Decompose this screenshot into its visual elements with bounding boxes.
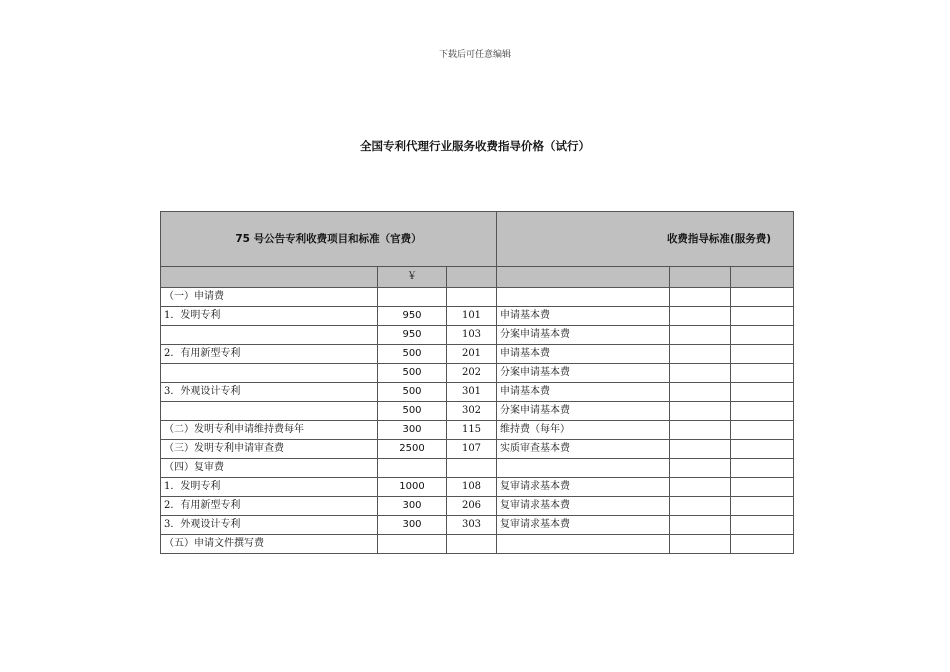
service-fee-cell	[670, 440, 731, 459]
fee-code-cell: 303	[447, 516, 497, 535]
service-fee-cell	[670, 459, 731, 478]
fee-description-cell: 分案申请基本费	[497, 326, 670, 345]
fee-code-cell: 202	[447, 364, 497, 383]
table-row	[161, 459, 794, 478]
service-fee-cell	[670, 402, 731, 421]
table-row	[161, 364, 794, 383]
fee-description-cell	[497, 288, 670, 307]
service-fee-cell	[731, 364, 794, 383]
fee-amount-cell: 500	[378, 345, 447, 364]
service-fee-cell	[731, 516, 794, 535]
service-fee-cell	[670, 326, 731, 345]
fee-item-cell: 3．外观设计专利	[161, 383, 378, 402]
service-fee-cell	[731, 421, 794, 440]
service-fee-cell	[670, 478, 731, 497]
fee-item-cell: （四）复审费	[161, 459, 378, 478]
subheader-cell	[731, 267, 794, 288]
fee-table	[160, 211, 794, 554]
table-row	[161, 345, 794, 364]
fee-item-cell: 2．有用新型专利	[161, 345, 378, 364]
service-fee-cell	[731, 497, 794, 516]
fee-amount-cell: 1000	[378, 478, 447, 497]
service-fee-cell	[731, 288, 794, 307]
table-subheader-row	[161, 267, 794, 288]
table-row	[161, 402, 794, 421]
subheader-cell	[447, 267, 497, 288]
fee-description-cell: 维持费（每年）	[497, 421, 670, 440]
fee-description-cell: 申请基本费	[497, 345, 670, 364]
fee-code-cell: 206	[447, 497, 497, 516]
fee-code-cell: 201	[447, 345, 497, 364]
fee-code-cell	[447, 459, 497, 478]
table-row	[161, 535, 794, 554]
fee-item-cell	[161, 326, 378, 345]
fee-amount-cell: 500	[378, 383, 447, 402]
subheader-cell	[161, 267, 378, 288]
fee-description-cell: 分案申请基本费	[497, 402, 670, 421]
fee-item-cell: （三）发明专利申请审查费	[161, 440, 378, 459]
fee-amount-cell: 300	[378, 421, 447, 440]
table-row	[161, 516, 794, 535]
table-row	[161, 440, 794, 459]
service-fee-cell	[731, 459, 794, 478]
fee-amount-cell	[378, 459, 447, 478]
currency-symbol: ￥	[378, 267, 447, 288]
fee-description-cell	[497, 535, 670, 554]
fee-description-cell: 分案申请基本费	[497, 364, 670, 383]
fee-amount-cell: 300	[378, 516, 447, 535]
fee-amount-cell: 300	[378, 497, 447, 516]
table-row	[161, 288, 794, 307]
fee-code-cell: 103	[447, 326, 497, 345]
fee-item-cell: 3．外观设计专利	[161, 516, 378, 535]
service-fee-cell	[670, 288, 731, 307]
service-fee-cell	[670, 516, 731, 535]
service-fee-cell	[731, 535, 794, 554]
fee-amount-cell: 950	[378, 307, 447, 326]
service-fee-cell	[731, 402, 794, 421]
table-row	[161, 478, 794, 497]
service-fee-cell	[731, 478, 794, 497]
service-fee-cell	[670, 307, 731, 326]
subheader-cell	[670, 267, 731, 288]
header-note: 下载后可任意编辑	[438, 50, 511, 60]
fee-description-cell: 复审请求基本费	[497, 478, 670, 497]
table-row	[161, 307, 794, 326]
fee-code-cell: 115	[447, 421, 497, 440]
service-fee-cell	[731, 440, 794, 459]
document-title: 全国专利代理行业服务收费指导价格（试行）	[360, 139, 590, 153]
fee-amount-cell: 500	[378, 402, 447, 421]
fee-code-cell	[447, 288, 497, 307]
fee-item-cell: 1．发明专利	[161, 307, 378, 326]
fee-code-cell: 108	[447, 478, 497, 497]
service-fee-cell	[670, 421, 731, 440]
service-fee-cell	[731, 345, 794, 364]
service-fee-cell	[670, 364, 731, 383]
fee-description-cell: 复审请求基本费	[497, 516, 670, 535]
service-fee-cell	[670, 535, 731, 554]
service-fee-cell	[731, 307, 794, 326]
service-fee-cell	[670, 345, 731, 364]
fee-amount-cell: 2500	[378, 440, 447, 459]
fee-item-cell: 1．发明专利	[161, 478, 378, 497]
fee-code-cell	[447, 535, 497, 554]
table-header-row	[161, 212, 794, 267]
fee-description-cell: 复审请求基本费	[497, 497, 670, 516]
fee-code-cell: 302	[447, 402, 497, 421]
fee-code-cell: 101	[447, 307, 497, 326]
service-fee-header: 收费指导标准(服务费)	[497, 212, 794, 267]
table-row	[161, 383, 794, 402]
fee-description-cell: 申请基本费	[497, 383, 670, 402]
fee-item-cell	[161, 402, 378, 421]
fee-description-cell: 申请基本费	[497, 307, 670, 326]
table-row	[161, 421, 794, 440]
fee-amount-cell: 500	[378, 364, 447, 383]
subheader-cell	[497, 267, 670, 288]
fee-item-cell	[161, 364, 378, 383]
service-fee-cell	[670, 383, 731, 402]
fee-amount-cell	[378, 288, 447, 307]
fee-amount-cell	[378, 535, 447, 554]
fee-item-cell: 2．有用新型专利	[161, 497, 378, 516]
table-row	[161, 326, 794, 345]
fee-code-cell: 107	[447, 440, 497, 459]
service-fee-cell	[731, 383, 794, 402]
fee-description-cell	[497, 459, 670, 478]
fee-description-cell: 实质审查基本费	[497, 440, 670, 459]
service-fee-cell	[670, 497, 731, 516]
service-fee-cell	[731, 326, 794, 345]
fee-code-cell: 301	[447, 383, 497, 402]
official-fee-header: 75 号公告专利收费项目和标准（官费）	[161, 212, 497, 267]
fee-item-cell: （二）发明专利申请维持费每年	[161, 421, 378, 440]
table-row	[161, 497, 794, 516]
fee-item-cell: （五）申请文件撰写费	[161, 535, 378, 554]
fee-item-cell: （一）申请费	[161, 288, 378, 307]
fee-amount-cell: 950	[378, 326, 447, 345]
